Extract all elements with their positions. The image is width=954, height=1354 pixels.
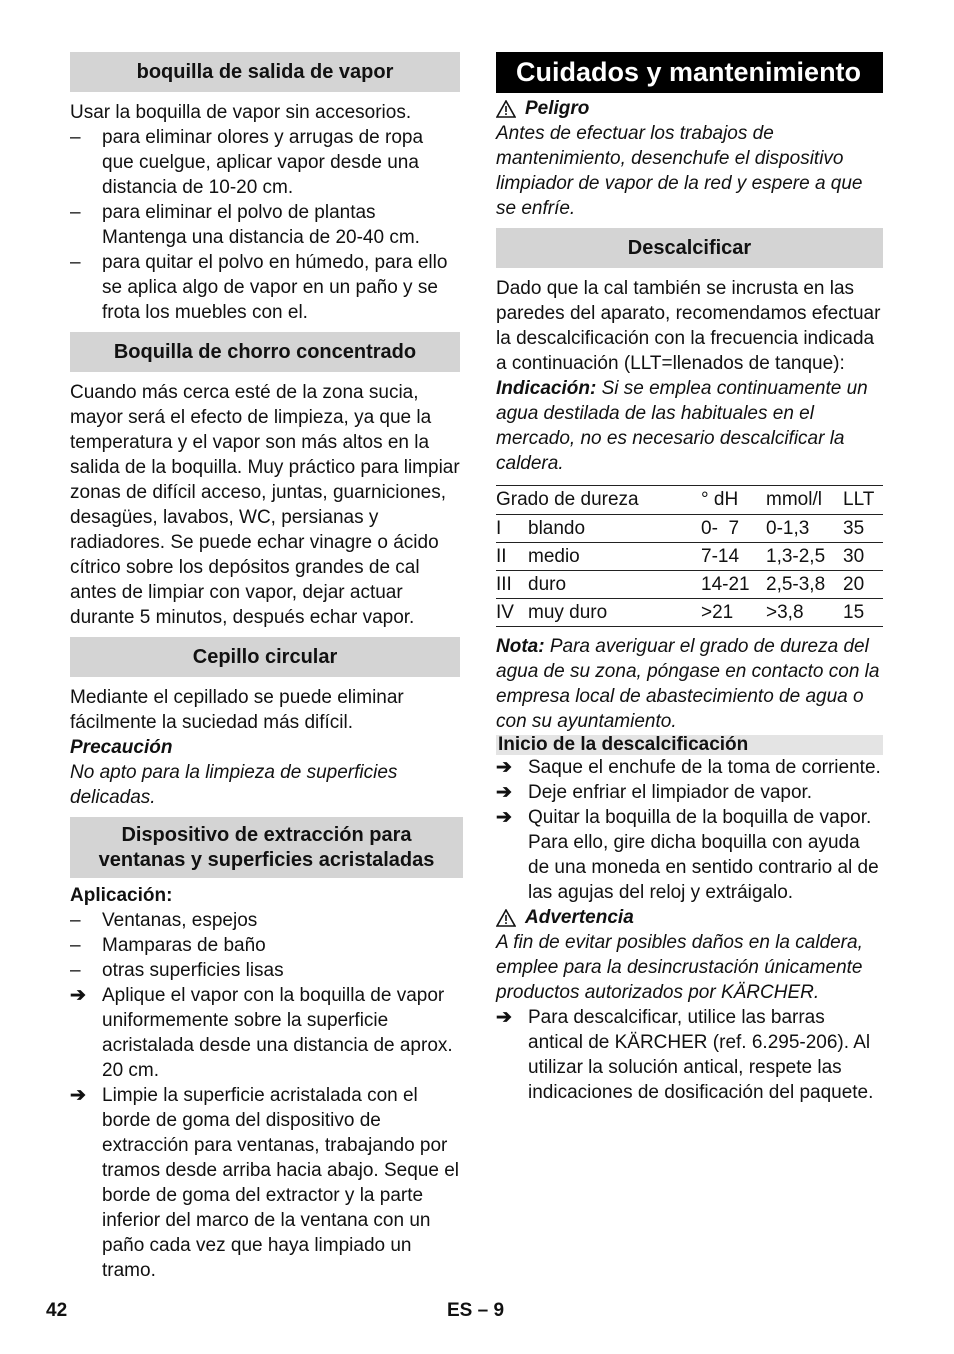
application-label: Aplicación: <box>70 885 173 906</box>
warning-label: Advertencia <box>525 907 634 928</box>
arrow-right-icon: ➔ <box>496 1007 512 1028</box>
subheading-descale-start: Inicio de la descalcificación <box>496 735 883 755</box>
language-page-label: ES – 9 <box>447 1300 505 1321</box>
right-column <box>496 52 883 1105</box>
note-nota: Nota: Para averiguar el grado de dureza del agua de su zona, póngase en contacto con la empresa local de abastecimiento de agua o con su ayuntamiento. <box>496 636 880 732</box>
warning-text: A fin de evitar posibles daños en la caldera, emplee para la desincrustación únicamente productos autorizados por KÄRCHER. <box>496 932 863 1003</box>
section-heading-steam-nozzle: boquilla de salida de vapor <box>70 52 460 92</box>
arrow-right-icon: ➔ <box>496 807 512 828</box>
table-header-cell: ° dH <box>701 489 739 510</box>
arrow-right-icon: ➔ <box>496 782 512 803</box>
list-item: – para eliminar el polvo de plantas Mantenga una distancia de 20-40 cm. <box>70 200 460 250</box>
list-item: – para quitar el polvo en húmedo, para ello se aplica algo de vapor en un paño y se frota los muebles con el. <box>70 250 460 325</box>
table-row: IV muy duro >21 >3,8 15 <box>496 599 883 627</box>
step-list <box>496 755 883 905</box>
section-heading-window-nozzle <box>70 817 463 878</box>
list-item: – Ventanas, espejos <box>70 908 460 933</box>
paragraph: Usar la boquilla de vapor sin accesorios. <box>70 102 412 123</box>
list-item: – otras superficies lisas <box>70 958 460 983</box>
warning-triangle-icon <box>496 100 516 118</box>
page-number: 42 <box>46 1300 68 1321</box>
hardness-table <box>496 485 883 627</box>
section-heading-round-brush: Cepillo circular <box>70 637 460 677</box>
step-item: ➔ Quitar la boquilla de la boquilla de vapor. Para ello, gire dicha boquilla con ayuda de una moneda en sentido contrario al de las agujas del reloj y extráigalo. <box>496 807 879 903</box>
list-item: – Mamparas de baño <box>70 933 460 958</box>
note-indication: Indicación: Si se emplea continuamente un agua destilada de las habituales en el mercado, no es necesario descalcificar la caldera. <box>496 378 868 474</box>
table-header-cell: mmol/l <box>766 489 822 510</box>
step-list <box>70 983 460 1283</box>
step-item: ➔ Saque el enchufe de la toma de corriente. <box>496 757 881 778</box>
arrow-right-icon: ➔ <box>70 985 86 1006</box>
arrow-right-icon: ➔ <box>70 1085 86 1106</box>
step-item: ➔ Aplique el vapor con la boquilla de vapor uniformemente sobre la superficie acristalada desde una distancia de aprox. 20 cm. <box>70 985 453 1081</box>
table-header-cell: Grado de dureza <box>496 489 639 510</box>
paragraph: Mediante el cepillado se puede eliminar fácilmente la suciedad más difícil. <box>70 687 404 733</box>
arrow-right-icon: ➔ <box>496 757 512 778</box>
table-row: I blando 0- 7 0-1,3 35 <box>496 515 883 543</box>
step-item: ➔ Limpie la superficie acristalada con el borde de goma del dispositivo de extracción para ventanas, trabajando por tramos desde arriba hacia abajo. Seque el borde de goma del extractor y la parte inferior del marco de la ventana con un paño cada vez que haya limpiado un tramo. <box>70 1085 460 1281</box>
dash-list <box>70 908 460 983</box>
danger-notice <box>496 96 883 121</box>
table-row: II medio 7-14 1,3-2,5 30 <box>496 543 883 571</box>
left-column <box>70 52 460 1283</box>
danger-label: Peligro <box>525 98 590 119</box>
step-item: ➔ Deje enfriar el limpiador de vapor. <box>496 782 813 803</box>
table-row: III duro 14-21 2,5-3,8 20 <box>496 571 883 599</box>
heading-line: ventanas y superficies acristaladas <box>98 849 435 871</box>
paragraph: Cuando más cerca esté de la zona sucia, mayor será el efecto de limpieza, ya que la temperatura y el vapor son más altos en la salida de la boquilla. Muy práctico para limpiar zonas de difícil acceso, juntas, guarniciones, desagües, lavabos, WC, persianas y radiadores. Se puede echar vinagre o ácido cítrico sobre los depósitos grandes de cal antes de limpiar con vapor, dejar actuar durante 5 minutos, después echar vapor. <box>70 382 460 628</box>
step-list <box>496 1005 883 1105</box>
section-heading-jet-nozzle: Boquilla de chorro concentrado <box>70 332 460 372</box>
caution-label: Precaución <box>70 737 173 758</box>
danger-text: Antes de efectuar los trabajos de mantenimiento, desenchufe el dispositivo limpiador de vapor de la red y espere a que se enfríe. <box>496 123 863 219</box>
section-heading-descale: Descalcificar <box>496 228 883 268</box>
dash-list <box>70 125 460 325</box>
paragraph: Dado que la cal también se incrusta en las paredes del aparato, recomendamos efectuar la descalcificación con la frecuencia indicada a continuación (LLT=llenados de tanque): <box>496 278 881 374</box>
table-header-cell: LLT <box>843 489 875 510</box>
step-item: ➔ Para descalcificar, utilice las barras antical de KÄRCHER (ref. 6.295-206). Al utilizar la solución antical, respete las indicaciones de dosificación del paquete. <box>496 1007 874 1103</box>
table-header-row <box>496 486 883 515</box>
list-item: – para eliminar olores y arrugas de ropa que cuelgue, aplicar vapor desde una distancia de 10-20 cm. <box>70 125 460 200</box>
caution-text: No apto para la limpieza de superficies delicadas. <box>70 762 398 808</box>
heading-line: Dispositivo de extracción para <box>121 824 412 846</box>
warning-triangle-icon <box>496 909 516 927</box>
warning-notice <box>496 905 883 930</box>
main-heading: Cuidados y mantenimiento <box>496 52 883 93</box>
